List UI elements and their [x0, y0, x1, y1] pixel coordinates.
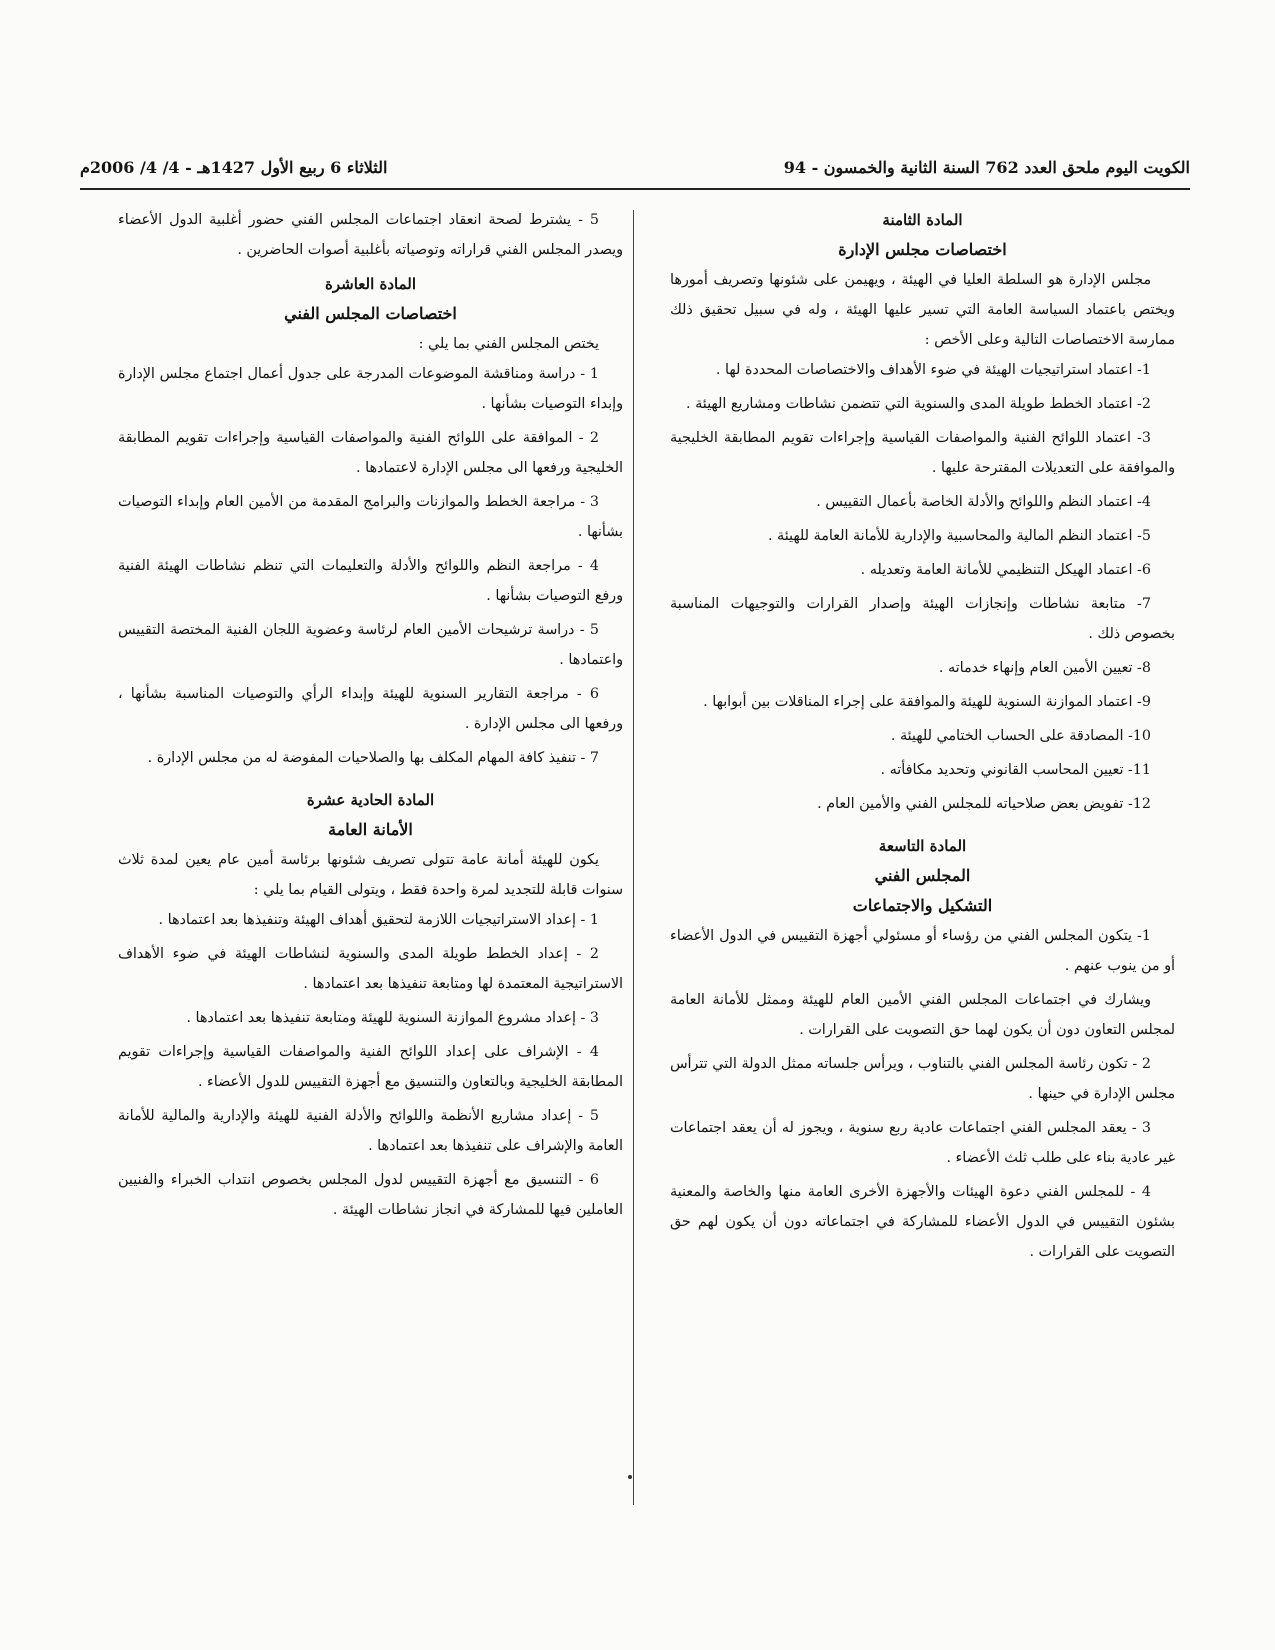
article-11-item: 1 - إعداد الاستراتيجيات اللازمة لتحقيق أهداف الهيئة وتنفيذها بعد اعتمادها . [158, 912, 599, 928]
article-8-item: 6- اعتماد الهيكل التنظيمي للأمانة العامة وتعديله . [860, 562, 1151, 578]
article-11-title: المادة الحادية عشرة [306, 791, 435, 809]
article-8-item: 7- متابعة نشاطات وإنجازات الهيئة وإصدار القرارات والتوجيهات المناسبة بخصوص ذلك . [670, 596, 1175, 642]
article-8-item: 4- اعتماد النظم واللوائح والأدلة الخاصة بأعمال التقييس . [816, 494, 1151, 510]
header-date: الثلاثاء 6 ربيع الأول 1427هـ - 4/ 4/ 2006م [80, 158, 388, 177]
article-8-intro: مجلس الإدارة هو السلطة العليا في الهيئة ، ويهيمن على شئونها وتصريف أمورها ويختص باعتماد السياسة العامة التي تسير عليها الهيئة ، وله في سبيل تحقيق ذلك ممارسة الاختصاصات التالية وعلى الأخص : [670, 272, 1175, 348]
article-8-item: 9- اعتماد الموازنة السنوية للهيئة والموافقة على إجراء المناقلات بين أبوابها . [703, 694, 1151, 710]
article-9-item: 2 - تكون رئاسة المجلس الفني بالتناوب ، ويرأس جلساته ممثل الدولة التي تترأس مجلس الإدارة في حينها . [670, 1056, 1175, 1102]
article-8-item: 12- تفويض بعض صلاحياته للمجلس الفني والأمين العام . [817, 796, 1151, 812]
article-9-item-continued: 5 - يشترط لصحة انعقاد اجتماعات المجلس الفني حضور أغلبية الدول الأعضاء ويصدر المجلس الفني قراراته وتوصياته بأغلبية أصوات الحاضرين . [118, 212, 623, 258]
article-9-item: 3 - يعقد المجلس الفني اجتماعات عادية ربع سنوية ، ويجوز له أن يعقد اجتماعات غير عادية بناء على طلب ثلث الأعضاء . [670, 1120, 1175, 1166]
article-10-item: 7 - تنفيذ كافة المهام المكلف بها والصلاحيات المفوضة له من مجلس الإدارة . [147, 750, 599, 766]
right-column [670, 205, 1175, 1271]
page-dot-mark [628, 1475, 632, 1479]
article-10-item: 1 - دراسة ومناقشة الموضوعات المدرجة على جدول أعمال اجتماع مجلس الإدارة وإبداء التوصيات بشأنها . [118, 366, 623, 412]
article-8-title: المادة الثامنة [882, 211, 963, 229]
header-issue-info: الكويت اليوم ملحق العدد 762 السنة الثانية والخمسون - 94 [783, 158, 1190, 177]
article-11-item: 5 - إعداد مشاريع الأنظمة واللوائح والأدلة الفنية للهيئة والإدارية والمالية للأمانة العامة والإشراف على تنفيذها بعد اعتمادها . [118, 1108, 623, 1154]
article-11-heading: الأمانة العامة [328, 820, 413, 839]
article-8-item: 1- اعتماد استراتيجيات الهيئة في ضوء الأهداف والاختصاصات المحددة لها . [715, 362, 1151, 378]
article-10-heading: اختصاصات المجلس الفني [284, 304, 457, 323]
header-rule [80, 188, 1190, 190]
article-8-item: 10- المصادقة على الحساب الختامي للهيئة . [890, 728, 1151, 744]
article-8-item: 3- اعتماد اللوائح الفنية والمواصفات القياسية وإجراءات تقويم المطابقة الخليجية والموافقة على التعديلات المقترحة عليها . [670, 430, 1175, 476]
article-10-item: 3 - مراجعة الخطط والموازنات والبرامج المقدمة من الأمين العام وإبداء التوصيات بشأنها . [118, 494, 623, 540]
article-11-item: 3 - إعداد مشروع الموازنة السنوية للهيئة ومتابعة تنفيذها بعد اعتمادها . [186, 1010, 599, 1026]
article-9-item: ويشارك في اجتماعات المجلس الفني الأمين العام للهيئة وممثل للأمانة العامة لمجلس التعاون دون أن يكون لهما حق التصويت على القرارات . [670, 992, 1175, 1038]
article-8-item: 11- تعيين المحاسب القانوني وتحديد مكافأته . [880, 762, 1151, 778]
article-9-item: 1- يتكون المجلس الفني من رؤساء أو مسئولي أجهزة التقييس في الدول الأعضاء أو من ينوب عنهم . [670, 928, 1175, 974]
article-9-title: المادة التاسعة [878, 837, 967, 855]
article-9-subheading: التشكيل والاجتماعات [852, 896, 993, 915]
article-8-item: 8- تعيين الأمين العام وإنهاء خدماته . [938, 660, 1151, 676]
article-10-item: 6 - مراجعة التقارير السنوية للهيئة وإبداء الرأي والتوصيات المناسبة بشأنها ، ورفعها الى مجلس الإدارة . [118, 686, 623, 732]
article-11-item: 4 - الإشراف على إعداد اللوائح الفنية والمواصفات القياسية وإجراءات تقويم المطابقة الخليجية وبالتعاون والتنسيق مع أجهزة التقييس للدول الأعضاء . [118, 1044, 623, 1090]
page-header [80, 158, 1190, 188]
article-11-item: 6 - التنسيق مع أجهزة التقييس لدول المجلس بخصوص انتداب الخبراء والفنيين العاملين فيها للمشاركة في انجاز نشاطات الهيئة . [118, 1172, 623, 1218]
article-8-heading: اختصاصات مجلس الإدارة [838, 240, 1007, 259]
article-10-item: 4 - مراجعة النظم واللوائح والأدلة والتعليمات التي تنظم نشاطات الهيئة الفنية ورفع التوصيات بشأنها . [118, 558, 623, 604]
article-11-intro: يكون للهيئة أمانة عامة تتولى تصريف شئونها برئاسة أمين عام يعين لمدة ثلاث سنوات قابلة للتجديد لمرة واحدة فقط ، ويتولى القيام بما يلي : [118, 852, 623, 898]
article-8-item: 2- اعتماد الخطط طويلة المدى والسنوية التي تتضمن نشاطات ومشاريع الهيئة . [686, 396, 1151, 412]
column-divider [633, 210, 634, 1505]
article-10-item: 5 - دراسة ترشيحات الأمين العام لرئاسة وعضوية اللجان الفنية المختصة التقييس واعتمادها . [118, 622, 623, 668]
article-8-item: 5- اعتماد النظم المالية والمحاسبية والإدارية للأمانة العامة للهيئة . [767, 528, 1151, 544]
left-column [118, 205, 623, 1229]
article-9-heading: المجلس الفني [874, 866, 971, 885]
article-11-item: 2 - إعداد الخطط طويلة المدى والسنوية لنشاطات الهيئة في ضوء الأهداف الاستراتيجية المعتمدة لها ومتابعة تنفيذها بعد اعتمادها . [118, 946, 623, 992]
article-9-item: 4 - للمجلس الفني دعوة الهيئات والأجهزة الأخرى العامة منها والخاصة والمعنية بشئون التقييس في الدول الأعضاء للمشاركة في اجتماعاته دون أن يكون لهم حق التصويت على القرارات . [670, 1184, 1175, 1260]
article-10-item: 2 - الموافقة على اللوائح الفنية والمواصفات القياسية وإجراءات تقويم المطابقة الخليجية ورفعها الى مجلس الإدارة لاعتمادها . [118, 430, 623, 476]
article-10-intro: يختص المجلس الفني بما يلي : [418, 336, 599, 352]
article-10-title: المادة العاشرة [325, 275, 416, 293]
